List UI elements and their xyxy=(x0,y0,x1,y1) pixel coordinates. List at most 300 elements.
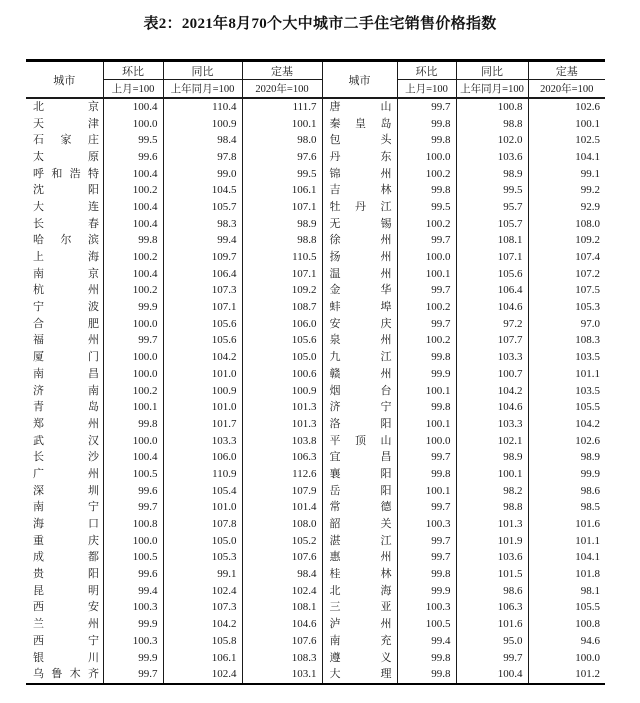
value-cell: 100.5 xyxy=(397,616,456,633)
value-cell: 97.6 xyxy=(242,149,322,166)
value-cell: 99.7 xyxy=(397,233,456,250)
city-name: 上 海 xyxy=(33,251,99,264)
value-cell: 108.1 xyxy=(456,233,528,250)
value-cell: 99.9 xyxy=(397,583,456,600)
value-cell: 106.0 xyxy=(242,316,322,333)
city-name: 福 州 xyxy=(33,334,99,347)
value-cell: 100.0 xyxy=(397,149,456,166)
value-cell: 109.7 xyxy=(163,249,242,266)
value-cell: 99.6 xyxy=(103,149,163,166)
value-cell: 99.8 xyxy=(397,650,456,667)
city-name: 北 海 xyxy=(329,584,392,597)
city-name: 包 头 xyxy=(329,134,392,147)
value-cell: 99.7 xyxy=(397,449,456,466)
value-cell: 101.2 xyxy=(528,666,605,684)
value-cell: 99.6 xyxy=(103,566,163,583)
city-name: 常 德 xyxy=(329,501,392,514)
city-name-cell xyxy=(26,233,103,250)
value-cell: 99.7 xyxy=(397,533,456,550)
value-cell: 103.5 xyxy=(528,349,605,366)
table-row xyxy=(26,182,605,199)
value-cell: 100.1 xyxy=(103,399,163,416)
value-cell: 94.6 xyxy=(528,633,605,650)
value-cell: 103.3 xyxy=(163,433,242,450)
table-row xyxy=(26,449,605,466)
value-cell: 100.3 xyxy=(397,600,456,617)
value-cell: 100.0 xyxy=(103,433,163,450)
value-cell: 102.6 xyxy=(528,433,605,450)
value-cell: 99.9 xyxy=(397,366,456,383)
city-name: 呼 和 浩 特 xyxy=(33,167,99,180)
value-cell: 108.3 xyxy=(528,333,605,350)
city-name-cell xyxy=(322,233,397,250)
city-name: 蚌 埠 xyxy=(329,301,392,314)
city-name: 银 川 xyxy=(33,651,99,664)
value-cell: 104.1 xyxy=(528,550,605,567)
table-row xyxy=(26,333,605,350)
city-name: 锦 州 xyxy=(329,167,392,180)
table-body xyxy=(26,98,605,684)
col-header-mom-left: 环比 xyxy=(103,61,163,80)
city-name: 太 原 xyxy=(33,150,99,163)
table-row xyxy=(26,132,605,149)
value-cell: 101.6 xyxy=(456,616,528,633)
city-name: 大 连 xyxy=(33,200,99,213)
value-cell: 99.7 xyxy=(397,316,456,333)
value-cell: 99.1 xyxy=(528,166,605,183)
value-cell: 98.1 xyxy=(528,583,605,600)
city-name-cell xyxy=(322,466,397,483)
table-row xyxy=(26,433,605,450)
value-cell: 105.5 xyxy=(528,399,605,416)
value-cell: 100.1 xyxy=(528,116,605,133)
city-name: 深 圳 xyxy=(33,484,99,497)
value-cell: 99.0 xyxy=(163,166,242,183)
city-name-cell xyxy=(322,132,397,149)
city-name-cell xyxy=(26,98,103,116)
city-name: 三 亚 xyxy=(329,601,392,614)
value-cell: 107.2 xyxy=(528,266,605,283)
city-name-cell xyxy=(322,633,397,650)
table-row xyxy=(26,233,605,250)
city-name: 乌 鲁 木 齐 xyxy=(33,668,99,681)
col-subheader-yoy-base-right: 上年同月=100 xyxy=(456,80,528,99)
value-cell: 98.6 xyxy=(528,483,605,500)
value-cell: 107.1 xyxy=(242,199,322,216)
city-name-cell xyxy=(26,633,103,650)
value-cell: 105.3 xyxy=(163,550,242,567)
city-name: 成 都 xyxy=(33,551,99,564)
city-name: 唐 山 xyxy=(329,100,392,113)
city-name-cell xyxy=(322,399,397,416)
table-row xyxy=(26,249,605,266)
value-cell: 100.2 xyxy=(103,383,163,400)
city-name-cell xyxy=(26,199,103,216)
value-cell: 100.2 xyxy=(397,166,456,183)
header-row-bases xyxy=(26,80,605,99)
value-cell: 103.6 xyxy=(456,550,528,567)
value-cell: 100.1 xyxy=(397,383,456,400)
value-cell: 108.0 xyxy=(528,216,605,233)
value-cell: 101.6 xyxy=(528,516,605,533)
value-cell: 99.8 xyxy=(103,416,163,433)
value-cell: 100.0 xyxy=(103,116,163,133)
city-name-cell xyxy=(322,416,397,433)
value-cell: 99.4 xyxy=(103,583,163,600)
value-cell: 101.1 xyxy=(528,366,605,383)
value-cell: 99.7 xyxy=(397,283,456,300)
city-name-cell xyxy=(26,583,103,600)
table-row xyxy=(26,149,605,166)
city-name-cell xyxy=(322,616,397,633)
city-name-cell xyxy=(322,650,397,667)
value-cell: 100.5 xyxy=(103,466,163,483)
value-cell: 97.8 xyxy=(163,149,242,166)
value-cell: 105.7 xyxy=(163,199,242,216)
city-name-cell xyxy=(26,116,103,133)
value-cell: 107.1 xyxy=(163,299,242,316)
value-cell: 106.4 xyxy=(163,266,242,283)
table-row xyxy=(26,500,605,517)
value-cell: 99.5 xyxy=(103,132,163,149)
value-cell: 99.9 xyxy=(528,466,605,483)
table-row xyxy=(26,98,605,116)
city-name-cell xyxy=(322,216,397,233)
city-name-cell xyxy=(26,182,103,199)
city-name-cell xyxy=(322,166,397,183)
value-cell: 100.3 xyxy=(397,516,456,533)
city-name: 宜 昌 xyxy=(329,451,392,464)
city-name-cell xyxy=(26,516,103,533)
city-name-cell xyxy=(322,299,397,316)
value-cell: 110.5 xyxy=(242,249,322,266)
value-cell: 103.6 xyxy=(456,149,528,166)
value-cell: 103.5 xyxy=(528,383,605,400)
value-cell: 100.4 xyxy=(103,199,163,216)
city-name: 安 庆 xyxy=(329,317,392,330)
value-cell: 110.4 xyxy=(163,98,242,116)
col-header-city-right: 城市 xyxy=(322,61,397,99)
city-name-cell xyxy=(322,483,397,500)
value-cell: 105.4 xyxy=(163,483,242,500)
city-name: 长 春 xyxy=(33,217,99,230)
city-name: 泉 州 xyxy=(329,334,392,347)
value-cell: 107.8 xyxy=(163,516,242,533)
value-cell: 107.3 xyxy=(163,283,242,300)
city-name: 泸 州 xyxy=(329,618,392,631)
value-cell: 106.1 xyxy=(242,182,322,199)
value-cell: 106.0 xyxy=(163,449,242,466)
value-cell: 100.4 xyxy=(103,166,163,183)
city-name-cell xyxy=(26,399,103,416)
value-cell: 98.4 xyxy=(163,132,242,149)
city-name: 天 津 xyxy=(33,117,99,130)
value-cell: 98.9 xyxy=(242,216,322,233)
header-row-groups xyxy=(26,61,605,80)
city-name-cell xyxy=(322,566,397,583)
city-name-cell xyxy=(322,666,397,684)
value-cell: 102.5 xyxy=(528,132,605,149)
city-name-cell xyxy=(26,483,103,500)
value-cell: 98.9 xyxy=(456,449,528,466)
value-cell: 100.1 xyxy=(397,483,456,500)
city-name: 扬 州 xyxy=(329,251,392,264)
table-row xyxy=(26,666,605,684)
city-name: 南 昌 xyxy=(33,367,99,380)
city-name-cell xyxy=(26,600,103,617)
city-name-cell xyxy=(26,466,103,483)
value-cell: 103.8 xyxy=(242,433,322,450)
value-cell: 99.1 xyxy=(163,566,242,583)
value-cell: 100.9 xyxy=(163,116,242,133)
value-cell: 103.3 xyxy=(456,416,528,433)
value-cell: 106.4 xyxy=(456,283,528,300)
value-cell: 109.2 xyxy=(242,283,322,300)
value-cell: 105.7 xyxy=(456,216,528,233)
city-name: 大 理 xyxy=(329,668,392,681)
value-cell: 104.1 xyxy=(528,149,605,166)
city-name-cell xyxy=(322,366,397,383)
value-cell: 107.5 xyxy=(528,283,605,300)
value-cell: 100.4 xyxy=(103,216,163,233)
city-name: 武 汉 xyxy=(33,434,99,447)
city-name: 牡 丹 江 xyxy=(329,200,392,213)
value-cell: 99.4 xyxy=(397,633,456,650)
value-cell: 99.7 xyxy=(103,666,163,684)
value-cell: 101.3 xyxy=(242,416,322,433)
value-cell: 107.4 xyxy=(528,249,605,266)
value-cell: 100.8 xyxy=(103,516,163,533)
table-row xyxy=(26,650,605,667)
city-name: 徐 州 xyxy=(329,234,392,247)
value-cell: 100.3 xyxy=(103,633,163,650)
city-name-cell xyxy=(26,550,103,567)
table-row xyxy=(26,566,605,583)
table-row xyxy=(26,466,605,483)
value-cell: 111.7 xyxy=(242,98,322,116)
value-cell: 104.2 xyxy=(163,349,242,366)
city-name-cell xyxy=(26,666,103,684)
city-name: 西 宁 xyxy=(33,634,99,647)
col-header-fixedbase-right: 定基 xyxy=(528,61,605,80)
value-cell: 105.6 xyxy=(163,333,242,350)
city-name-cell xyxy=(26,650,103,667)
value-cell: 102.4 xyxy=(163,666,242,684)
value-cell: 100.8 xyxy=(456,98,528,116)
value-cell: 103.3 xyxy=(456,349,528,366)
value-cell: 105.3 xyxy=(528,299,605,316)
city-name-cell xyxy=(26,283,103,300)
value-cell: 97.2 xyxy=(456,316,528,333)
value-cell: 104.2 xyxy=(528,416,605,433)
value-cell: 98.9 xyxy=(528,449,605,466)
table-row xyxy=(26,216,605,233)
table-row xyxy=(26,199,605,216)
city-name-cell xyxy=(26,299,103,316)
value-cell: 107.6 xyxy=(242,550,322,567)
value-cell: 105.0 xyxy=(163,533,242,550)
value-cell: 102.6 xyxy=(528,98,605,116)
value-cell: 99.6 xyxy=(103,483,163,500)
city-name-cell xyxy=(26,533,103,550)
city-name: 丹 东 xyxy=(329,150,392,163)
col-header-yoy-right: 同比 xyxy=(456,61,528,80)
table-row xyxy=(26,416,605,433)
value-cell: 98.8 xyxy=(242,233,322,250)
city-name: 温 州 xyxy=(329,267,392,280)
value-cell: 99.8 xyxy=(103,233,163,250)
value-cell: 107.3 xyxy=(163,600,242,617)
table-header xyxy=(26,61,605,99)
value-cell: 100.7 xyxy=(456,366,528,383)
value-cell: 101.0 xyxy=(163,399,242,416)
city-name-cell xyxy=(322,449,397,466)
value-cell: 99.5 xyxy=(397,199,456,216)
value-cell: 100.2 xyxy=(103,249,163,266)
col-subheader-mom-base-left: 上月=100 xyxy=(103,80,163,99)
city-name: 南 宁 xyxy=(33,501,99,514)
city-name-cell xyxy=(26,566,103,583)
value-cell: 99.5 xyxy=(242,166,322,183)
value-cell: 98.2 xyxy=(456,483,528,500)
city-name: 厦 门 xyxy=(33,351,99,364)
value-cell: 100.6 xyxy=(242,366,322,383)
value-cell: 102.0 xyxy=(456,132,528,149)
city-name: 杭 州 xyxy=(33,284,99,297)
city-name: 兰 州 xyxy=(33,618,99,631)
city-name-cell xyxy=(322,283,397,300)
city-name-cell xyxy=(26,132,103,149)
table-row xyxy=(26,266,605,283)
value-cell: 104.2 xyxy=(163,616,242,633)
value-cell: 105.6 xyxy=(456,266,528,283)
city-name: 南 充 xyxy=(329,634,392,647)
city-name: 昆 明 xyxy=(33,584,99,597)
value-cell: 100.0 xyxy=(397,249,456,266)
value-cell: 99.8 xyxy=(397,566,456,583)
city-name-cell xyxy=(26,416,103,433)
city-name-cell xyxy=(322,533,397,550)
value-cell: 99.7 xyxy=(397,500,456,517)
value-cell: 106.3 xyxy=(242,449,322,466)
city-name-cell xyxy=(322,199,397,216)
city-name-cell xyxy=(26,616,103,633)
city-name: 宁 波 xyxy=(33,301,99,314)
city-name-cell xyxy=(26,316,103,333)
city-name: 广 州 xyxy=(33,467,99,480)
table-row xyxy=(26,383,605,400)
value-cell: 95.0 xyxy=(456,633,528,650)
city-name: 襄 阳 xyxy=(329,467,392,480)
city-name-cell xyxy=(322,149,397,166)
value-cell: 102.1 xyxy=(456,433,528,450)
city-name: 贵 阳 xyxy=(33,568,99,581)
value-cell: 99.2 xyxy=(528,182,605,199)
value-cell: 100.0 xyxy=(103,366,163,383)
city-name-cell xyxy=(26,449,103,466)
value-cell: 99.9 xyxy=(103,650,163,667)
value-cell: 108.1 xyxy=(242,600,322,617)
city-name: 沈 阳 xyxy=(33,184,99,197)
city-name-cell xyxy=(322,550,397,567)
city-name-cell xyxy=(322,433,397,450)
city-name: 惠 州 xyxy=(329,551,392,564)
table-row xyxy=(26,516,605,533)
value-cell: 100.9 xyxy=(242,383,322,400)
value-cell: 100.9 xyxy=(163,383,242,400)
value-cell: 100.4 xyxy=(103,449,163,466)
table-row xyxy=(26,316,605,333)
value-cell: 107.1 xyxy=(242,266,322,283)
city-name: 洛 阳 xyxy=(329,417,392,430)
city-name-cell xyxy=(26,349,103,366)
value-cell: 106.1 xyxy=(163,650,242,667)
value-cell: 99.5 xyxy=(456,182,528,199)
city-name: 青 岛 xyxy=(33,401,99,414)
value-cell: 101.9 xyxy=(456,533,528,550)
value-cell: 99.8 xyxy=(397,182,456,199)
city-name: 长 沙 xyxy=(33,451,99,464)
col-subheader-mom-base-right: 上月=100 xyxy=(397,80,456,99)
value-cell: 100.4 xyxy=(103,266,163,283)
value-cell: 105.0 xyxy=(242,349,322,366)
city-name: 遵 义 xyxy=(329,651,392,664)
value-cell: 102.4 xyxy=(242,583,322,600)
value-cell: 100.5 xyxy=(103,550,163,567)
value-cell: 105.5 xyxy=(528,600,605,617)
table-row xyxy=(26,166,605,183)
city-name: 西 安 xyxy=(33,601,99,614)
value-cell: 108.3 xyxy=(242,650,322,667)
value-cell: 100.0 xyxy=(103,349,163,366)
value-cell: 100.1 xyxy=(242,116,322,133)
value-cell: 98.9 xyxy=(456,166,528,183)
table-row xyxy=(26,600,605,617)
value-cell: 107.6 xyxy=(242,633,322,650)
value-cell: 107.1 xyxy=(456,249,528,266)
value-cell: 100.0 xyxy=(103,533,163,550)
col-subheader-yoy-base-left: 上年同月=100 xyxy=(163,80,242,99)
value-cell: 112.6 xyxy=(242,466,322,483)
city-name-cell xyxy=(322,349,397,366)
value-cell: 107.9 xyxy=(242,483,322,500)
col-header-mom-right: 环比 xyxy=(397,61,456,80)
value-cell: 100.1 xyxy=(456,466,528,483)
value-cell: 100.1 xyxy=(397,416,456,433)
value-cell: 99.8 xyxy=(397,466,456,483)
value-cell: 99.4 xyxy=(163,233,242,250)
col-header-fixedbase-left: 定基 xyxy=(242,61,322,80)
value-cell: 109.2 xyxy=(528,233,605,250)
col-subheader-fixed-base-left: 2020年=100 xyxy=(242,80,322,99)
value-cell: 105.6 xyxy=(242,333,322,350)
value-cell: 101.4 xyxy=(242,500,322,517)
table-row xyxy=(26,349,605,366)
value-cell: 110.9 xyxy=(163,466,242,483)
city-name: 吉 林 xyxy=(329,184,392,197)
city-name-cell xyxy=(26,249,103,266)
city-name-cell xyxy=(322,516,397,533)
table-row xyxy=(26,366,605,383)
value-cell: 106.3 xyxy=(456,600,528,617)
city-name: 郑 州 xyxy=(33,417,99,430)
value-cell: 99.7 xyxy=(456,650,528,667)
city-name: 九 江 xyxy=(329,351,392,364)
value-cell: 100.3 xyxy=(103,600,163,617)
value-cell: 108.7 xyxy=(242,299,322,316)
value-cell: 100.2 xyxy=(397,299,456,316)
value-cell: 100.8 xyxy=(528,616,605,633)
